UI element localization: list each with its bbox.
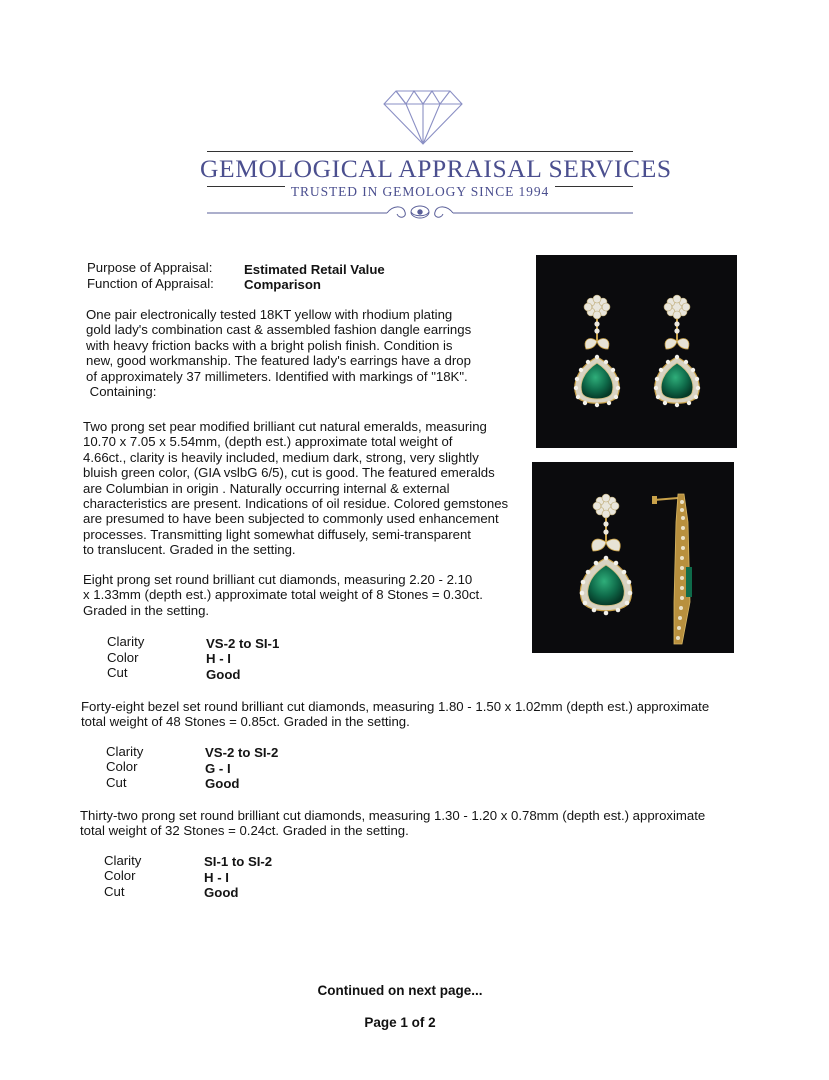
grade-value: H - I <box>204 870 229 885</box>
emerald-line: are Columbian in origin . Naturally occurring internal & external <box>83 480 450 496</box>
description-line: with heavy friction backs with a bright polish finish. Condition is <box>86 337 453 353</box>
diamond-group-1-description <box>83 572 483 618</box>
grade-label: Color <box>107 650 139 665</box>
emerald-line: 4.66ct., clarity is heavily included, medium dark, strong, very slightly <box>83 449 479 465</box>
page-number: Page 1 of 2 <box>364 1015 436 1030</box>
grade-label: Clarity <box>106 744 144 759</box>
emerald-line: processes. Transmitting light somewhat diffusely, semi-transparent <box>83 526 471 542</box>
grade-value: Good <box>204 885 239 900</box>
purpose-value: Estimated Retail Value <box>244 262 385 277</box>
grade-label: Cut <box>106 775 127 790</box>
grade-value: SI-1 to SI-2 <box>204 854 273 869</box>
emerald-line: 10.70 x 7.05 x 5.54mm, (depth est.) approximate total weight of <box>83 434 453 450</box>
diamond-line: total weight of 32 Stones = 0.24ct. Graded in the setting. <box>80 823 409 839</box>
tagline <box>200 184 640 200</box>
grade-value: VS-2 to SI-2 <box>205 745 279 760</box>
diamond-outline-icon <box>382 88 464 146</box>
emerald-line: Two prong set pear modified brilliant cut natural emeralds, measuring <box>83 419 487 434</box>
emerald-line: to translucent. Graded in the setting. <box>83 542 296 558</box>
emerald-description <box>83 419 508 558</box>
description-line: Containing: <box>86 384 157 400</box>
description-line: new, good workmanship. The featured lady's earrings have a drop <box>86 353 471 369</box>
diamond-line: Graded in the setting. <box>83 602 210 618</box>
diamond-group-2-description <box>81 699 709 730</box>
grade-label: Color <box>106 759 138 774</box>
description-line: of approximately 37 millimeters. Identified with markings of "18K". <box>86 368 468 384</box>
earrings-front-photo <box>536 255 737 448</box>
header-rule-top <box>207 151 633 152</box>
emerald-line: characteristics are present. Indications of oil residue. Colored gemstones <box>83 496 509 512</box>
description-line: One pair electronically tested 18KT yellow with rhodium plating <box>86 307 453 322</box>
grade-label: Cut <box>107 665 128 680</box>
description-line: gold lady's combination cast & assembled fashion dangle earrings <box>86 322 472 338</box>
grade-label: Clarity <box>107 634 145 649</box>
grade-label: Cut <box>104 884 125 899</box>
diamond-line: Eight prong set round brilliant cut diamonds, measuring 2.20 - 2.10 <box>83 572 473 587</box>
diamond-line: total weight of 48 Stones = 0.85ct. Graded in the setting. <box>81 714 410 730</box>
grade-label: Clarity <box>104 853 142 868</box>
grade-value: Good <box>206 667 241 682</box>
grade-value: VS-2 to SI-1 <box>206 636 280 651</box>
diamond-line: x 1.33mm (depth est.) approximate total weight of 8 Stones = 0.30ct. <box>83 587 483 603</box>
flourish-ornament-icon <box>207 202 633 222</box>
grade-value: H - I <box>206 651 231 666</box>
grade-label: Color <box>104 868 136 883</box>
function-label: Function of Appraisal: <box>87 276 214 291</box>
emerald-line: are presumed to have been subjected to commonly used enhancement <box>83 511 499 527</box>
emerald-line: bluish green color, (GIA vslbG 6/5), cut is good. The featured emeralds <box>83 465 495 481</box>
grade-value: G - I <box>205 761 231 776</box>
diamond-group-3-description <box>80 808 705 839</box>
company-name: GEMOLOGICAL APPRAISAL SERVICES <box>200 154 672 183</box>
function-value: Comparison <box>244 277 321 292</box>
diamond-line: Thirty-two prong set round brilliant cut diamonds, measuring 1.30 - 1.20 x 0.78mm (depth est.) approximate <box>80 808 706 823</box>
item-description <box>86 307 471 399</box>
grade-value: Good <box>205 776 240 791</box>
purpose-label: Purpose of Appraisal: <box>87 260 213 275</box>
diamond-line: Forty-eight bezel set round brilliant cut diamonds, measuring 1.80 - 1.50 x 1.02mm (depth est.) approximate <box>81 699 710 714</box>
tagline-text: TRUSTED IN GEMOLOGY SINCE 1994 <box>285 184 555 199</box>
earrings-side-photo <box>532 462 734 653</box>
continued-note: Continued on next page... <box>317 983 483 998</box>
